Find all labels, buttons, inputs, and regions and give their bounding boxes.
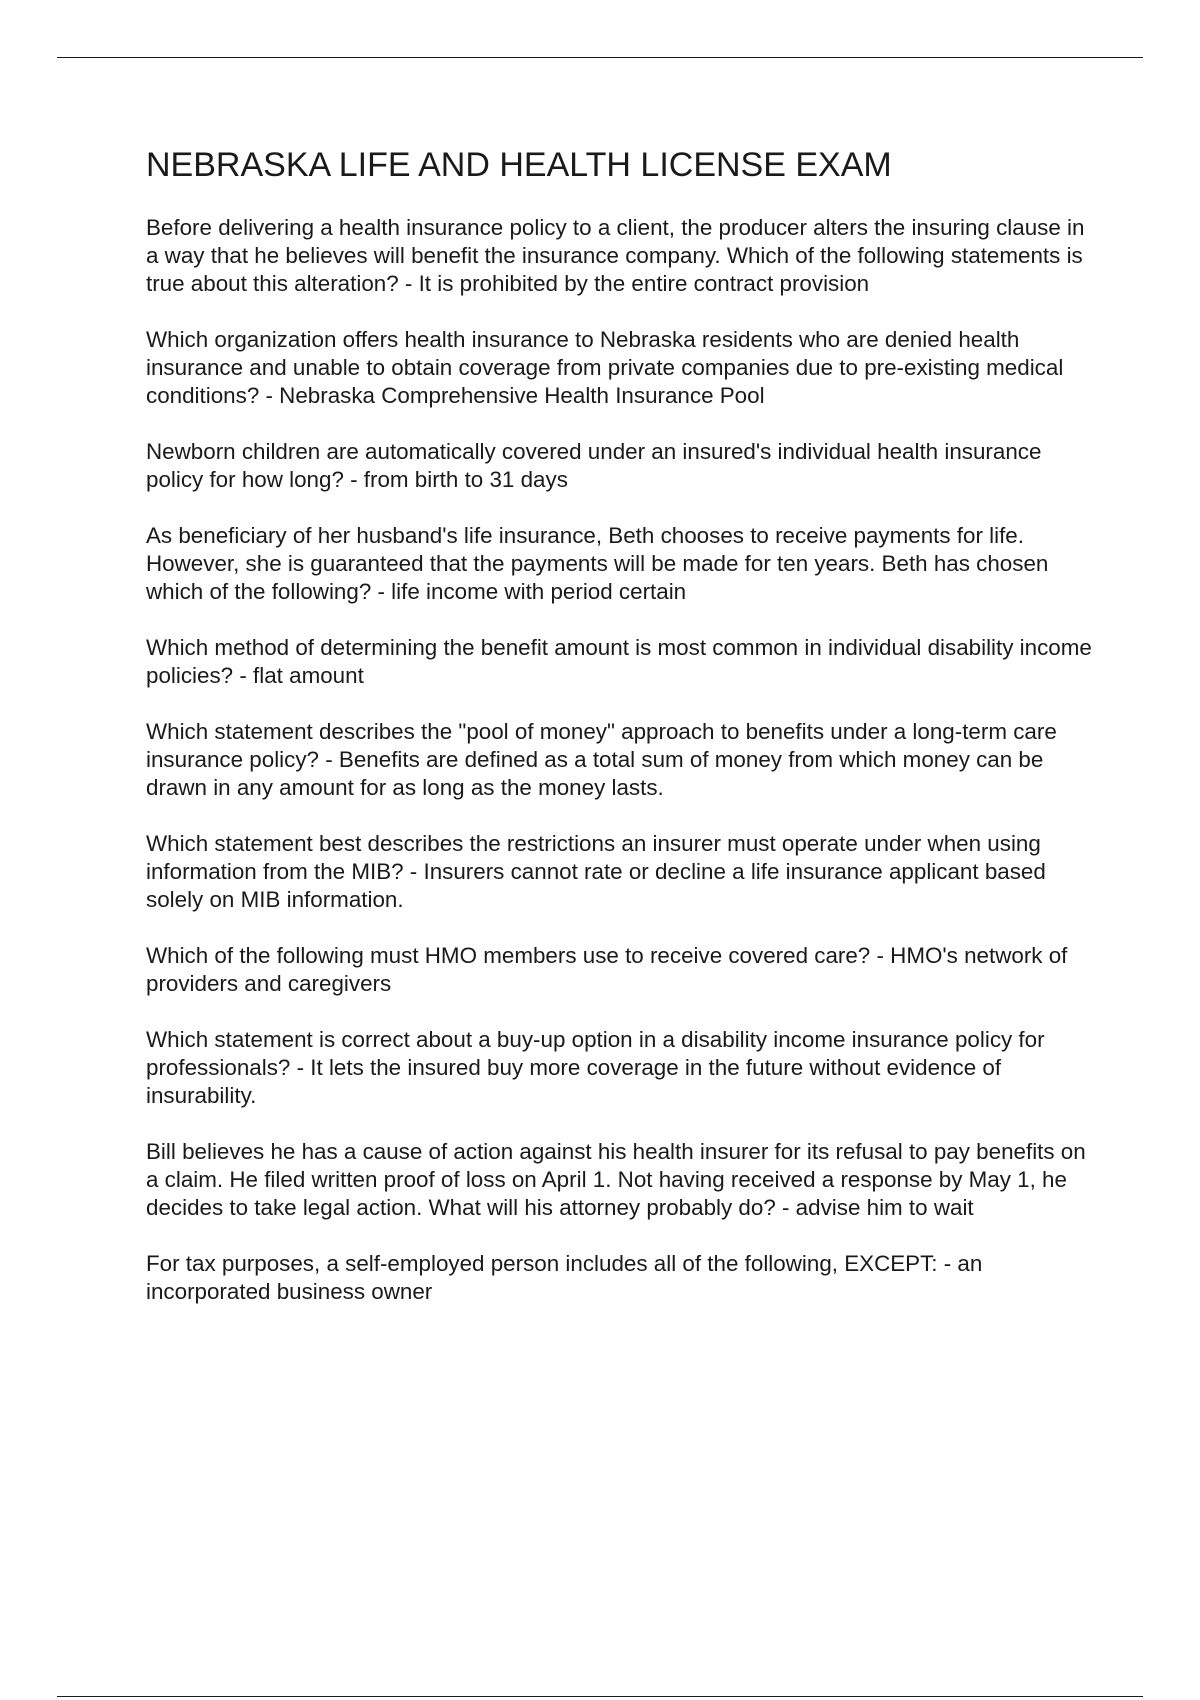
qa-entry: Which statement is correct about a buy-up option in a disability income insurance policy for professionals? - It lets the insured buy more coverage in the future without evidence of insurability. [146, 1027, 1045, 1108]
qa-entry: Before delivering a health insurance policy to a client, the producer alters the insuring clause in a way that he believes will benefit the insurance company. Which of the following statements is true about this alteration? - It is prohibited by the entire contract provision [146, 215, 1085, 296]
qa-entry: Which organization offers health insurance to Nebraska residents who are denied health insurance and unable to obtain coverage from private companies due to pre-existing medical conditions? - Nebraska Comprehensive Health Insurance Pool [146, 327, 1064, 408]
document-title: NEBRASKA LIFE AND HEALTH LICENSE EXAM [146, 146, 892, 184]
qa-entry: As beneficiary of her husband's life insurance, Beth chooses to receive payments for life. However, she is guaranteed that the payments will be made for ten years. Beth has chosen which of the following? - life income with period certain [146, 523, 1049, 604]
qa-entry: Newborn children are automatically covered under an insured's individual health insurance policy for how long? - from birth to 31 days [146, 439, 1042, 492]
document-body [146, 142, 1096, 1334]
qa-entry: Which statement best describes the restrictions an insurer must operate under when using information from the MIB? - Insurers cannot rate or decline a life insurance applicant based solely on MIB information. [146, 831, 1046, 912]
qa-entry: For tax purposes, a self-employed person includes all of the following, EXCEPT: - an incorporated business owner [146, 1251, 983, 1304]
qa-entry: Which of the following must HMO members use to receive covered care? - HMO's network of providers and caregivers [146, 943, 1068, 996]
qa-entry: Which statement describes the "pool of money" approach to benefits under a long-term care insurance policy? - Benefits are defined as a total sum of money from which money can be drawn in any amount for as long as the money lasts. [146, 719, 1057, 800]
qa-entry: Bill believes he has a cause of action against his health insurer for its refusal to pay benefits on a claim. He filed written proof of loss on April 1. Not having received a response by May 1, he decides to take legal action. What will his attorney probably do? - advise him to wait [146, 1139, 1086, 1220]
bottom-rule [57, 1696, 1143, 1697]
qa-entry: Which method of determining the benefit amount is most common in individual disability income policies? - flat amount [146, 635, 1092, 688]
top-rule [57, 57, 1143, 58]
